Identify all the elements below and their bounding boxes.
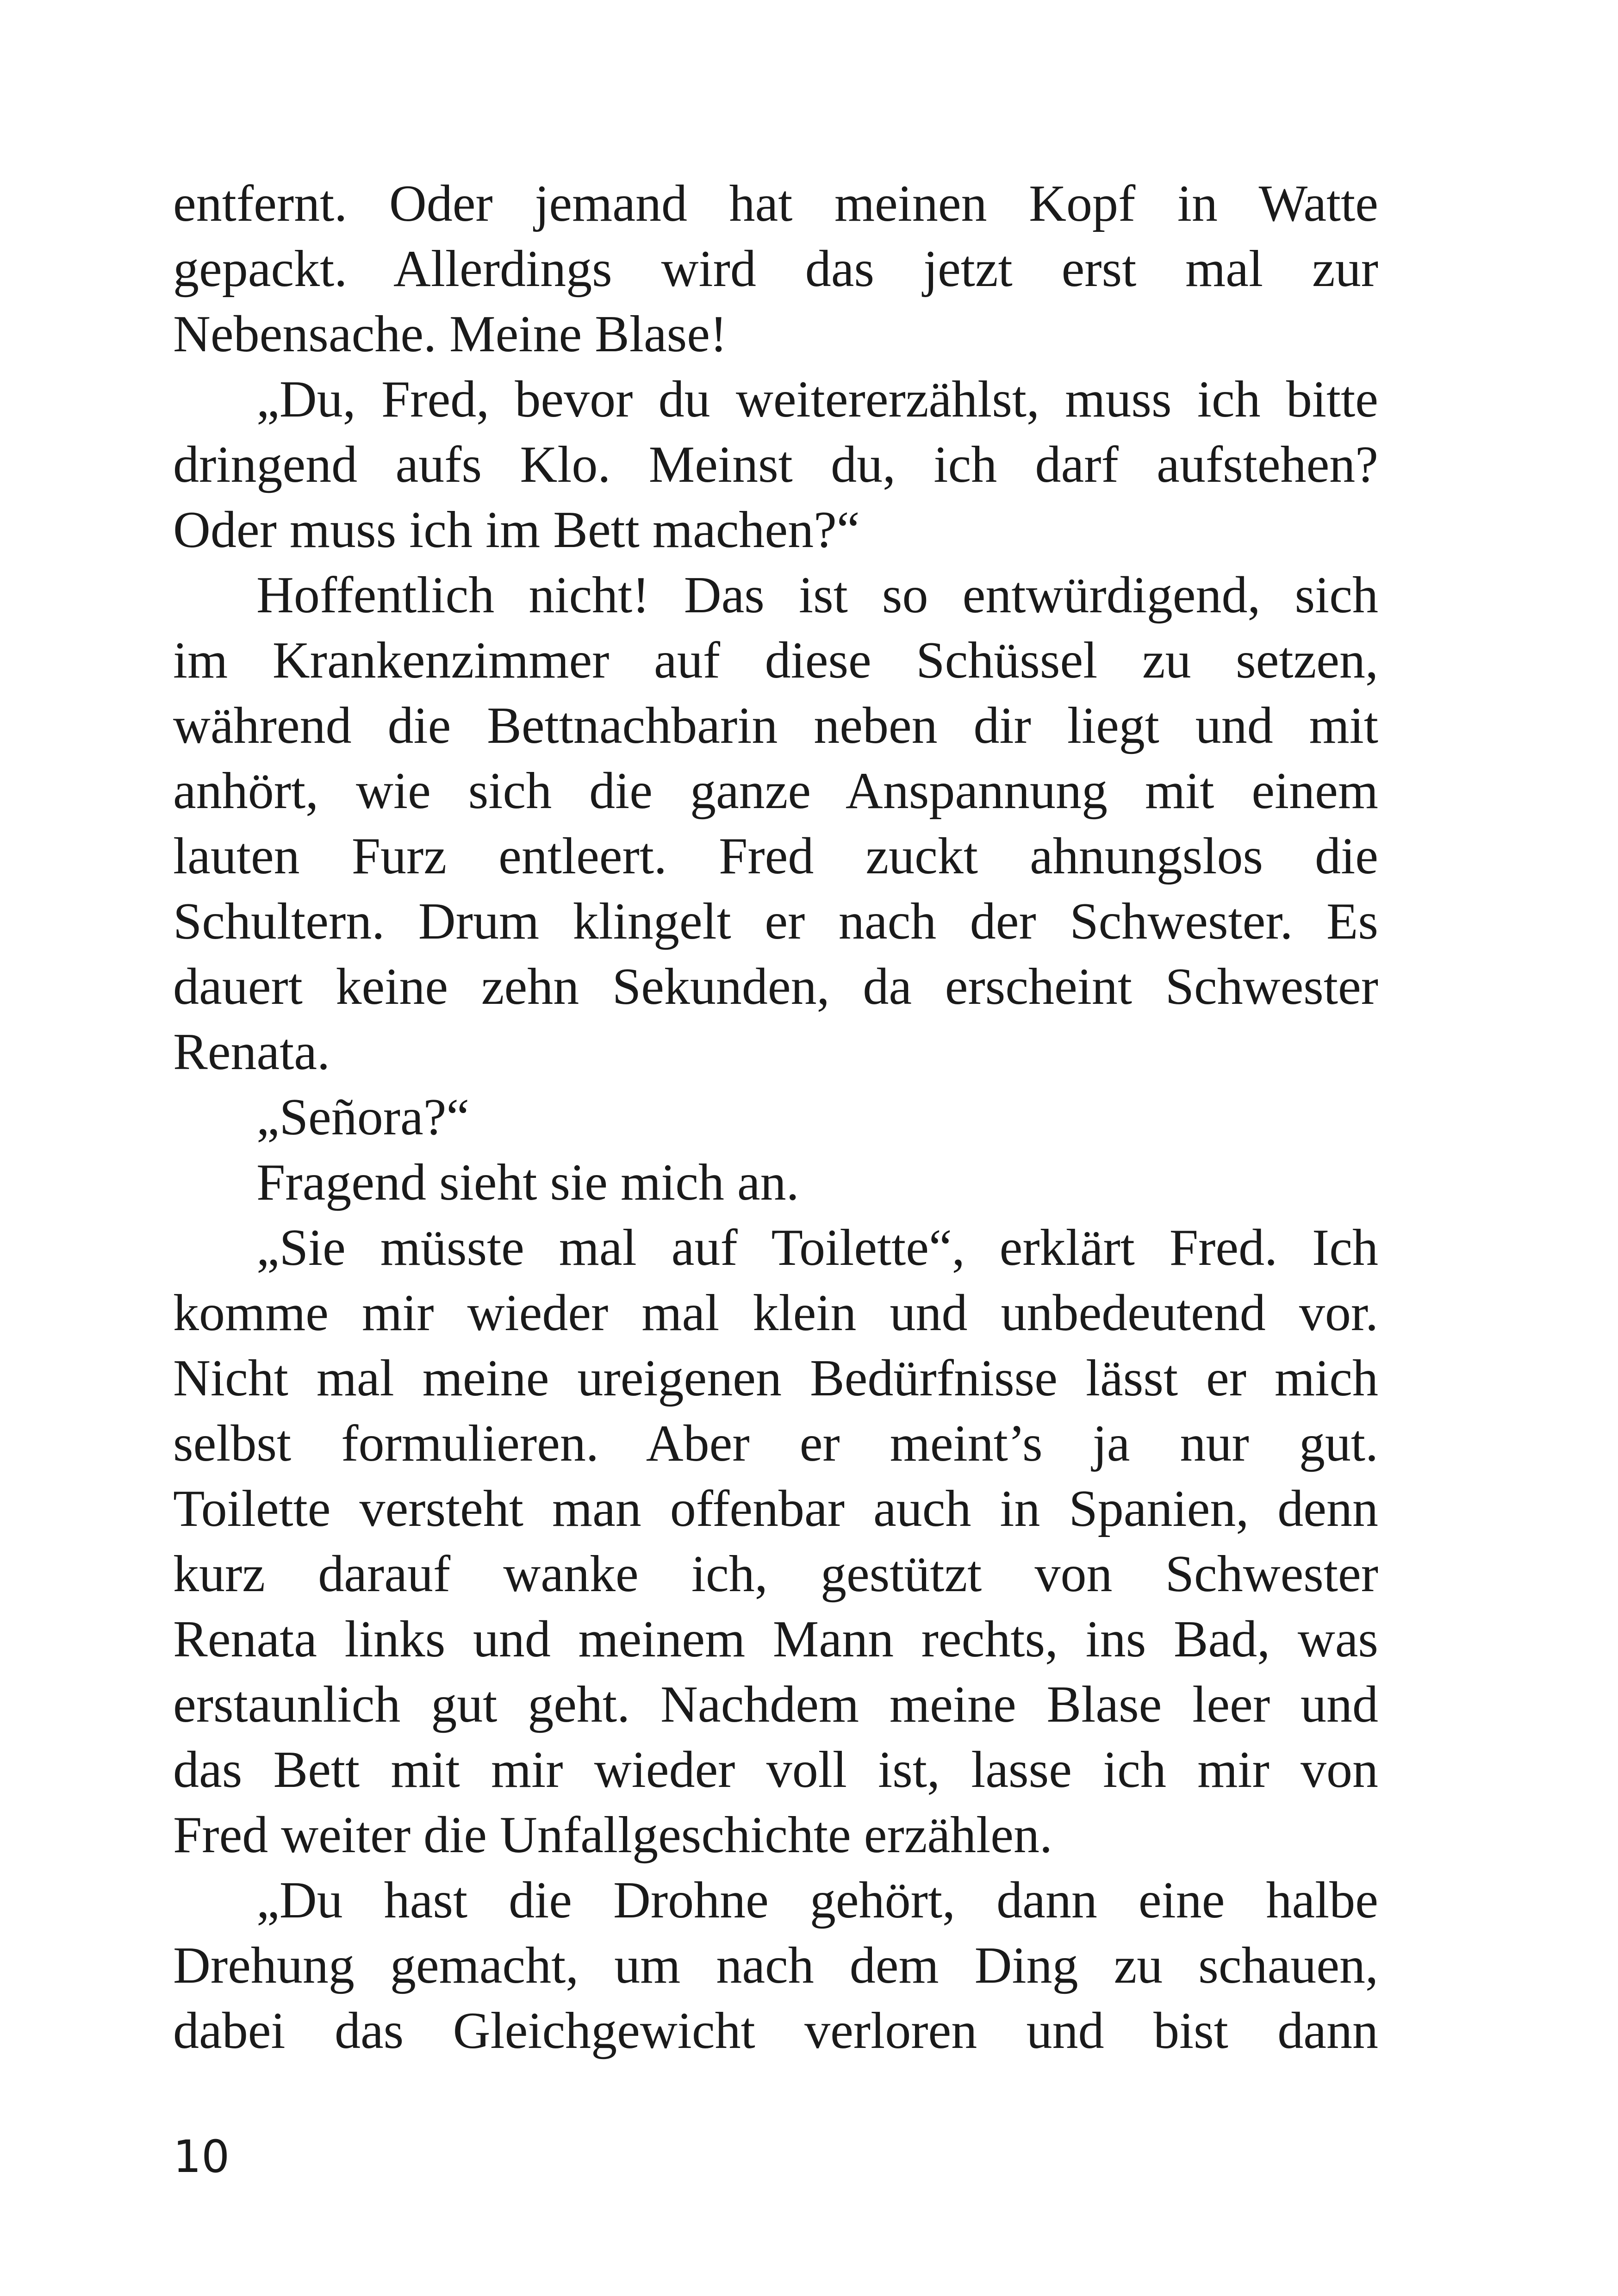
text-line: Nebensache. Meine Blase! (173, 305, 728, 363)
body-text (173, 171, 1378, 2064)
text-line: selbst formulieren. Aber er meint’s ja nur gut. (173, 1415, 1378, 1472)
text-line: kurz darauf wanke ich, gestützt von Schwester (173, 1545, 1378, 1603)
text-line: Hoffentlich nicht! Das ist so entwürdigend, sich (256, 566, 1378, 624)
text-line: das Bett mit mir wieder voll ist, lasse ich mir von (173, 1741, 1378, 1798)
text-line: lauten Furz entleert. Fred zuckt ahnungslos die (173, 828, 1378, 885)
text-line: „Sie müsste mal auf Toilette“, erklärt Fred. Ich (256, 1219, 1378, 1276)
text-line: erstaunlich gut geht. Nachdem meine Blase leer und (173, 1676, 1378, 1733)
text-line: Oder muss ich im Bett machen?“ (173, 501, 860, 559)
text-line: „Du hast die Drohne gehört, dann eine halbe (256, 1872, 1378, 1929)
page-number: 10 (173, 2131, 230, 2183)
text-line: Schultern. Drum klingelt er nach der Schwester. Es (173, 893, 1378, 950)
text-line: anhört, wie sich die ganze Anspannung mit einem (173, 762, 1378, 820)
text-line: Nicht mal meine ureigenen Bedürfnisse lässt er mich (173, 1350, 1378, 1407)
text-line: „Du, Fred, bevor du weitererzählst, muss ich bitte (256, 371, 1378, 428)
text-line: Toilette versteht man offenbar auch in Spanien, denn (173, 1480, 1378, 1537)
text-line: während die Bettnachbarin neben dir liegt und mit (173, 697, 1378, 754)
text-line: Drehung gemacht, um nach dem Ding zu schauen, (173, 1937, 1378, 1994)
text-line: im Krankenzimmer auf diese Schüssel zu setzen, (173, 632, 1378, 689)
text-line: „Señora?“ (256, 1089, 470, 1146)
text-line: Fragend sieht sie mich an. (256, 1154, 799, 1211)
text-line: dabei das Gleichgewicht verloren und bist dann (173, 2002, 1378, 2060)
text-line: gepackt. Allerdings wird das jetzt erst mal zur (173, 240, 1378, 298)
text-line: Fred weiter die Unfallgeschichte erzählen. (173, 1806, 1053, 1864)
text-line: dringend aufs Klo. Meinst du, ich darf aufstehen? (173, 436, 1378, 493)
text-line: entfernt. Oder jemand hat meinen Kopf in Watte (173, 175, 1378, 232)
text-line: dauert keine zehn Sekunden, da erscheint Schwester (173, 958, 1378, 1015)
text-line: Renata links und meinem Mann rechts, ins Bad, was (173, 1611, 1378, 1668)
text-line: Renata. (173, 1023, 330, 1081)
text-line: komme mir wieder mal klein und unbedeutend vor. (173, 1284, 1378, 1342)
